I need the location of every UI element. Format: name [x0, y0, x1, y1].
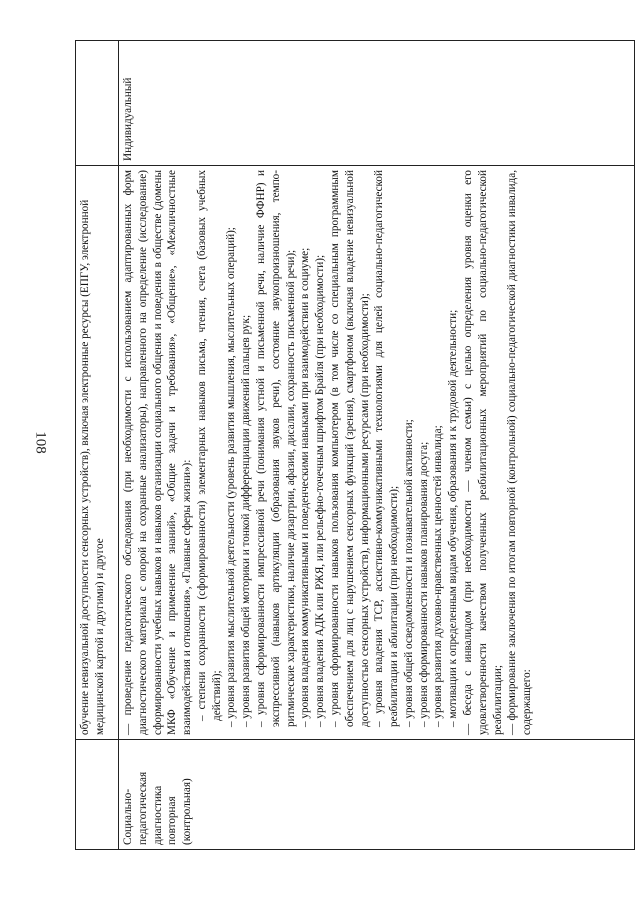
- cell-service-empty: [76, 740, 119, 850]
- description-item: – уровня развития духовно-нравственных ценностей инвалида;: [432, 425, 445, 727]
- description-item: – мотивации к определенным видам обучения, образования и к трудовой деятельности;: [447, 309, 460, 727]
- cell-description: [119, 166, 635, 740]
- description-item: – уровня развития общей моторики и тонкой дифференциации движений пальцев рук;: [240, 314, 253, 727]
- page-number: 108: [32, 431, 49, 454]
- cell-service-name: Социально-педагогическая диагностика повторная (контрольная): [119, 740, 635, 850]
- rotated-page-area: [75, 40, 635, 850]
- table-row-continuation: [76, 41, 119, 850]
- description-item: – уровня общей осведомленности и познавательной активности;: [402, 419, 415, 727]
- description-item: – уровня сформированности навыков пользования компьютером (в том числе со специальным программным обеспечением для лиц с нарушением сенсорных функций (зрения), смартфоном (включая владение невизуальной доступностью сенсорных устройств), информационными ресурсами (при необходимости);: [328, 170, 371, 727]
- description-item: – степени сохранности (сформированности) элементарных навыков письма, чтения, счета (базовых учебных действий);: [195, 170, 223, 721]
- table-row-diagnostics: [119, 41, 635, 850]
- description-paragraph: — проведение педагогического обследования (при необходимости с использованием адаптированных форм диагностического материала с опорой на сохранные анализаторы), направленного на определение (исследование) сформированности учебных навыков и навыков организации социального общения и поведения в обществе (домены МКФ «Обучение и применение знаний», «Общие задачи и требования», «Общение», «Межличностные взаимодействия и отношения», «Главные сферы жизни»):: [122, 170, 194, 735]
- landscape-page: [75, 40, 635, 850]
- cell-form: Индивидуальный: [119, 41, 635, 166]
- cell-continuation-text: обучение невизуальной доступности сенсорных устройств), включая электронные ресурсы (ЕПГУ, электронной медицинской картой и другими) и другое: [76, 166, 119, 740]
- description-item: – уровня сформированности импрессивной речи (понимания устной и письменной речи, наличие ФФНР) и экспрессивной (навыков артикуляции (образования звуков речи), состояние звукопроизношения, темпо-ритмические характеристики, наличие дизартрии, афазии, дисалии, сохранность письменной речи);: [255, 170, 297, 727]
- description-item: – уровня развития мыслительной деятельности (уровень развития мышления, мыслительных операций);: [225, 227, 238, 727]
- description-paragraph: — беседа с инвалидом (при необходимости — членом семьи) с целью определения уровня оценки его удовлетворенности качеством полученных реабилитационных мероприятий по социально-педагогической реабилитации;: [461, 170, 504, 735]
- description-paragraph: — формирование заключения по итогам повторной (контрольной) социально-педагогической диагностики инвалида, содержащего:: [506, 170, 534, 735]
- services-table: [75, 40, 635, 850]
- description-item: – уровня владения АДК или РЖЯ, или рельефно-точечным шрифтом Брайля (при необходимости);: [314, 254, 327, 727]
- description-item: – уровня владения ТСР, ассистивно-коммуникативными технологиями для целей социально-педагогической реабилитации и абилитации (при необходимости);: [373, 170, 401, 727]
- description-item: – уровня владения коммуникативными и поведенческими навыками при взаимодействии в социуме;: [299, 247, 312, 727]
- cell-form-empty: [76, 41, 119, 166]
- description-item: – уровня сформированности навыков планирования досуга;: [417, 441, 430, 727]
